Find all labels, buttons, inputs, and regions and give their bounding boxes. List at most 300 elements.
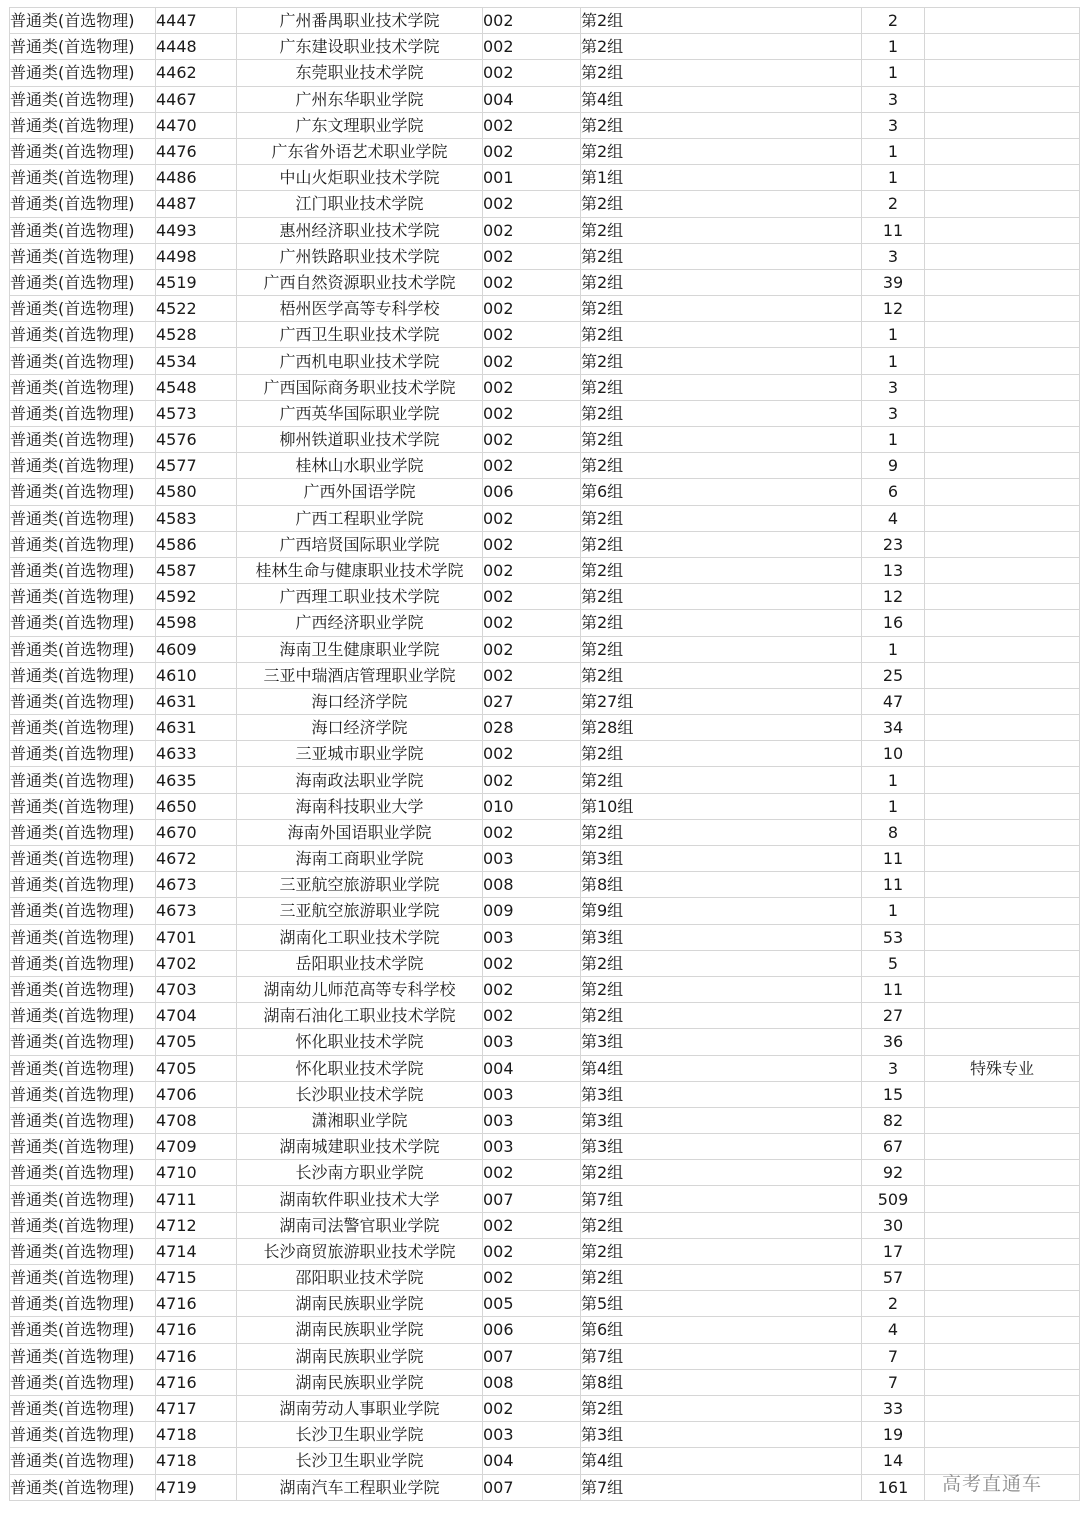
- note-cell: [925, 60, 1080, 86]
- group-code-cell: 002: [483, 34, 581, 60]
- school-name-cell: 梧州医学高等专科学校: [237, 296, 483, 322]
- note-cell: [925, 636, 1080, 662]
- school-code-cell: 4467: [156, 86, 237, 112]
- table-row: [10, 846, 1080, 872]
- group-name-cell: 第2组: [581, 269, 862, 295]
- school-name-cell: 湖南幼儿师范高等专科学校: [237, 976, 483, 1002]
- plan-count-cell: 57: [862, 1265, 925, 1291]
- type-cell: 普通类(首选物理): [10, 531, 156, 557]
- table-row: [10, 584, 1080, 610]
- school-code-cell: 4592: [156, 584, 237, 610]
- type-cell: 普通类(首选物理): [10, 793, 156, 819]
- note-cell: [925, 1029, 1080, 1055]
- school-name-cell: 邵阳职业技术学院: [237, 1265, 483, 1291]
- plan-count-cell: 11: [862, 846, 925, 872]
- plan-count-cell: 9: [862, 453, 925, 479]
- type-cell: 普通类(首选物理): [10, 348, 156, 374]
- type-cell: 普通类(首选物理): [10, 1081, 156, 1107]
- plan-count-cell: 5: [862, 950, 925, 976]
- group-name-cell: 第7组: [581, 1186, 862, 1212]
- school-code-cell: 4706: [156, 1081, 237, 1107]
- table-row: [10, 950, 1080, 976]
- type-cell: 普通类(首选物理): [10, 715, 156, 741]
- plan-count-cell: 509: [862, 1186, 925, 1212]
- group-code-cell: 002: [483, 741, 581, 767]
- school-code-cell: 4705: [156, 1055, 237, 1081]
- school-code-cell: 4576: [156, 427, 237, 453]
- table-row: [10, 610, 1080, 636]
- school-code-cell: 4716: [156, 1343, 237, 1369]
- type-cell: 普通类(首选物理): [10, 950, 156, 976]
- group-name-cell: 第2组: [581, 374, 862, 400]
- school-code-cell: 4470: [156, 112, 237, 138]
- school-code-cell: 4673: [156, 872, 237, 898]
- school-name-cell: 海南卫生健康职业学院: [237, 636, 483, 662]
- group-name-cell: 第2组: [581, 138, 862, 164]
- group-name-cell: 第2组: [581, 1238, 862, 1264]
- group-code-cell: 002: [483, 531, 581, 557]
- plan-count-cell: 19: [862, 1422, 925, 1448]
- plan-count-cell: 67: [862, 1134, 925, 1160]
- school-code-cell: 4583: [156, 505, 237, 531]
- note-cell: [925, 1212, 1080, 1238]
- school-name-cell: 长沙卫生职业学院: [237, 1422, 483, 1448]
- group-code-cell: 005: [483, 1291, 581, 1317]
- group-name-cell: 第2组: [581, 322, 862, 348]
- note-cell: [925, 1291, 1080, 1317]
- group-code-cell: 004: [483, 86, 581, 112]
- note-cell: [925, 243, 1080, 269]
- note-cell: [925, 584, 1080, 610]
- group-code-cell: 028: [483, 715, 581, 741]
- school-name-cell: 岳阳职业技术学院: [237, 950, 483, 976]
- school-name-cell: 三亚中瑞酒店管理职业学院: [237, 662, 483, 688]
- plan-count-cell: 1: [862, 34, 925, 60]
- note-cell: [925, 1107, 1080, 1133]
- group-code-cell: 002: [483, 60, 581, 86]
- type-cell: 普通类(首选物理): [10, 1055, 156, 1081]
- group-code-cell: 007: [483, 1186, 581, 1212]
- group-code-cell: 002: [483, 400, 581, 426]
- table-row: [10, 400, 1080, 426]
- table-row: [10, 86, 1080, 112]
- group-name-cell: 第8组: [581, 1369, 862, 1395]
- table-row: [10, 1448, 1080, 1474]
- group-name-cell: 第4组: [581, 1055, 862, 1081]
- group-name-cell: 第28组: [581, 715, 862, 741]
- plan-count-cell: 1: [862, 165, 925, 191]
- group-code-cell: 002: [483, 243, 581, 269]
- type-cell: 普通类(首选物理): [10, 243, 156, 269]
- table-row: [10, 1265, 1080, 1291]
- school-code-cell: 4586: [156, 531, 237, 557]
- table-row: [10, 976, 1080, 1002]
- school-code-cell: 4718: [156, 1448, 237, 1474]
- group-name-cell: 第3组: [581, 1134, 862, 1160]
- table-row: [10, 557, 1080, 583]
- school-code-cell: 4650: [156, 793, 237, 819]
- group-name-cell: 第2组: [581, 1003, 862, 1029]
- type-cell: 普通类(首选物理): [10, 138, 156, 164]
- note-cell: [925, 1238, 1080, 1264]
- group-code-cell: 003: [483, 1107, 581, 1133]
- school-name-cell: 怀化职业技术学院: [237, 1029, 483, 1055]
- table-row: [10, 872, 1080, 898]
- group-name-cell: 第3组: [581, 1107, 862, 1133]
- group-name-cell: 第2组: [581, 453, 862, 479]
- table-row: [10, 505, 1080, 531]
- group-name-cell: 第2组: [581, 610, 862, 636]
- school-name-cell: 中山火炬职业技术学院: [237, 165, 483, 191]
- school-name-cell: 广西英华国际职业学院: [237, 400, 483, 426]
- plan-count-cell: 27: [862, 1003, 925, 1029]
- group-code-cell: 010: [483, 793, 581, 819]
- plan-count-cell: 7: [862, 1343, 925, 1369]
- type-cell: 普通类(首选物理): [10, 86, 156, 112]
- group-name-cell: 第2组: [581, 531, 862, 557]
- plan-count-cell: 3: [862, 1055, 925, 1081]
- type-cell: 普通类(首选物理): [10, 112, 156, 138]
- school-name-cell: 三亚航空旅游职业学院: [237, 898, 483, 924]
- school-name-cell: 怀化职业技术学院: [237, 1055, 483, 1081]
- note-cell: [925, 1422, 1080, 1448]
- type-cell: 普通类(首选物理): [10, 1448, 156, 1474]
- table-body: [10, 8, 1080, 1501]
- group-code-cell: 003: [483, 1029, 581, 1055]
- group-name-cell: 第7组: [581, 1474, 862, 1500]
- plan-count-cell: 2: [862, 191, 925, 217]
- note-cell: [925, 557, 1080, 583]
- table-row: [10, 636, 1080, 662]
- school-code-cell: 4715: [156, 1265, 237, 1291]
- group-code-cell: 002: [483, 8, 581, 34]
- school-code-cell: 4476: [156, 138, 237, 164]
- type-cell: 普通类(首选物理): [10, 1369, 156, 1395]
- group-name-cell: 第3组: [581, 1422, 862, 1448]
- note-cell: [925, 322, 1080, 348]
- table-row: [10, 1186, 1080, 1212]
- note-cell: [925, 138, 1080, 164]
- group-name-cell: 第2组: [581, 217, 862, 243]
- group-name-cell: 第1组: [581, 165, 862, 191]
- group-name-cell: 第3组: [581, 1029, 862, 1055]
- type-cell: 普通类(首选物理): [10, 1212, 156, 1238]
- school-name-cell: 海南外国语职业学院: [237, 819, 483, 845]
- school-code-cell: 4704: [156, 1003, 237, 1029]
- group-name-cell: 第2组: [581, 505, 862, 531]
- group-code-cell: 002: [483, 976, 581, 1002]
- table-row: [10, 767, 1080, 793]
- school-name-cell: 湖南司法警官职业学院: [237, 1212, 483, 1238]
- table-row: [10, 1422, 1080, 1448]
- group-name-cell: 第4组: [581, 86, 862, 112]
- school-name-cell: 潇湘职业学院: [237, 1107, 483, 1133]
- type-cell: 普通类(首选物理): [10, 165, 156, 191]
- group-name-cell: 第2组: [581, 584, 862, 610]
- plan-count-cell: 12: [862, 296, 925, 322]
- type-cell: 普通类(首选物理): [10, 872, 156, 898]
- group-name-cell: 第2组: [581, 1160, 862, 1186]
- table-row: [10, 165, 1080, 191]
- table-row: [10, 1369, 1080, 1395]
- school-name-cell: 广西经济职业学院: [237, 610, 483, 636]
- note-cell: [925, 1343, 1080, 1369]
- note-cell: [925, 1395, 1080, 1421]
- school-code-cell: 4708: [156, 1107, 237, 1133]
- plan-count-cell: 1: [862, 636, 925, 662]
- type-cell: 普通类(首选物理): [10, 322, 156, 348]
- table-row: [10, 1291, 1080, 1317]
- table-row: [10, 1081, 1080, 1107]
- table-row: [10, 138, 1080, 164]
- note-cell: [925, 662, 1080, 688]
- type-cell: 普通类(首选物理): [10, 1186, 156, 1212]
- note-cell: [925, 165, 1080, 191]
- type-cell: 普通类(首选物理): [10, 427, 156, 453]
- type-cell: 普通类(首选物理): [10, 1291, 156, 1317]
- type-cell: 普通类(首选物理): [10, 60, 156, 86]
- note-cell: [925, 1160, 1080, 1186]
- group-code-cell: 004: [483, 1448, 581, 1474]
- group-code-cell: 002: [483, 1265, 581, 1291]
- group-name-cell: 第2组: [581, 1265, 862, 1291]
- table-row: [10, 243, 1080, 269]
- group-name-cell: 第2组: [581, 662, 862, 688]
- school-name-cell: 湖南民族职业学院: [237, 1369, 483, 1395]
- school-name-cell: 广西培贤国际职业学院: [237, 531, 483, 557]
- plan-count-cell: 1: [862, 767, 925, 793]
- note-cell: [925, 34, 1080, 60]
- group-code-cell: 002: [483, 1212, 581, 1238]
- admission-plan-sheet: [9, 7, 1073, 1501]
- type-cell: 普通类(首选物理): [10, 8, 156, 34]
- table-row: [10, 1134, 1080, 1160]
- plan-count-cell: 8: [862, 819, 925, 845]
- note-cell: [925, 453, 1080, 479]
- school-name-cell: 广州铁路职业技术学院: [237, 243, 483, 269]
- note-cell: [925, 86, 1080, 112]
- school-name-cell: 长沙卫生职业学院: [237, 1448, 483, 1474]
- group-code-cell: 002: [483, 1160, 581, 1186]
- school-code-cell: 4631: [156, 688, 237, 714]
- school-code-cell: 4598: [156, 610, 237, 636]
- group-code-cell: 002: [483, 636, 581, 662]
- group-code-cell: 003: [483, 924, 581, 950]
- group-code-cell: 002: [483, 348, 581, 374]
- group-name-cell: 第2组: [581, 636, 862, 662]
- note-cell: [925, 269, 1080, 295]
- school-code-cell: 4610: [156, 662, 237, 688]
- type-cell: 普通类(首选物理): [10, 217, 156, 243]
- note-cell: [925, 374, 1080, 400]
- table-row: [10, 34, 1080, 60]
- school-code-cell: 4716: [156, 1291, 237, 1317]
- group-code-cell: 002: [483, 950, 581, 976]
- group-code-cell: 007: [483, 1474, 581, 1500]
- note-cell: [925, 924, 1080, 950]
- plan-count-cell: 3: [862, 374, 925, 400]
- school-code-cell: 4486: [156, 165, 237, 191]
- type-cell: 普通类(首选物理): [10, 846, 156, 872]
- table-row: [10, 662, 1080, 688]
- plan-count-cell: 3: [862, 112, 925, 138]
- type-cell: 普通类(首选物理): [10, 1265, 156, 1291]
- plan-count-cell: 36: [862, 1029, 925, 1055]
- plan-count-cell: 1: [862, 138, 925, 164]
- group-name-cell: 第6组: [581, 1317, 862, 1343]
- school-name-cell: 广西机电职业技术学院: [237, 348, 483, 374]
- note-cell: [925, 741, 1080, 767]
- group-code-cell: 002: [483, 269, 581, 295]
- note-cell: [925, 479, 1080, 505]
- plan-count-cell: 10: [862, 741, 925, 767]
- plan-count-cell: 1: [862, 60, 925, 86]
- type-cell: 普通类(首选物理): [10, 1343, 156, 1369]
- school-name-cell: 广州东华职业学院: [237, 86, 483, 112]
- school-name-cell: 海口经济学院: [237, 688, 483, 714]
- school-name-cell: 海南工商职业学院: [237, 846, 483, 872]
- school-name-cell: 桂林山水职业学院: [237, 453, 483, 479]
- school-name-cell: 惠州经济职业技术学院: [237, 217, 483, 243]
- group-code-cell: 002: [483, 1395, 581, 1421]
- table-row: [10, 1317, 1080, 1343]
- table-row: [10, 217, 1080, 243]
- school-name-cell: 湖南民族职业学院: [237, 1343, 483, 1369]
- school-code-cell: 4609: [156, 636, 237, 662]
- school-name-cell: 广东文理职业学院: [237, 112, 483, 138]
- plan-count-cell: 11: [862, 872, 925, 898]
- table-row: [10, 793, 1080, 819]
- plan-count-cell: 161: [862, 1474, 925, 1500]
- type-cell: 普通类(首选物理): [10, 1107, 156, 1133]
- group-name-cell: 第2组: [581, 1395, 862, 1421]
- school-name-cell: 广西自然资源职业技术学院: [237, 269, 483, 295]
- school-code-cell: 4717: [156, 1395, 237, 1421]
- admission-plan-table: [9, 7, 1080, 1501]
- group-name-cell: 第2组: [581, 60, 862, 86]
- group-code-cell: 008: [483, 872, 581, 898]
- school-name-cell: 长沙商贸旅游职业技术学院: [237, 1238, 483, 1264]
- plan-count-cell: 1: [862, 427, 925, 453]
- group-code-cell: 002: [483, 819, 581, 845]
- group-code-cell: 006: [483, 1317, 581, 1343]
- type-cell: 普通类(首选物理): [10, 1003, 156, 1029]
- school-name-cell: 湖南民族职业学院: [237, 1317, 483, 1343]
- group-code-cell: 002: [483, 374, 581, 400]
- table-row: [10, 348, 1080, 374]
- school-code-cell: 4716: [156, 1369, 237, 1395]
- group-code-cell: 002: [483, 584, 581, 610]
- school-code-cell: 4493: [156, 217, 237, 243]
- school-name-cell: 广西工程职业学院: [237, 505, 483, 531]
- type-cell: 普通类(首选物理): [10, 1422, 156, 1448]
- school-code-cell: 4519: [156, 269, 237, 295]
- school-name-cell: 湖南化工职业技术学院: [237, 924, 483, 950]
- type-cell: 普通类(首选物理): [10, 924, 156, 950]
- plan-count-cell: 39: [862, 269, 925, 295]
- note-cell: [925, 427, 1080, 453]
- plan-count-cell: 34: [862, 715, 925, 741]
- school-code-cell: 4711: [156, 1186, 237, 1212]
- plan-count-cell: 1: [862, 898, 925, 924]
- group-name-cell: 第2组: [581, 348, 862, 374]
- school-name-cell: 长沙南方职业学院: [237, 1160, 483, 1186]
- note-cell: [925, 1265, 1080, 1291]
- type-cell: 普通类(首选物理): [10, 400, 156, 426]
- plan-count-cell: 15: [862, 1081, 925, 1107]
- group-name-cell: 第10组: [581, 793, 862, 819]
- note-cell: [925, 976, 1080, 1002]
- school-code-cell: 4580: [156, 479, 237, 505]
- type-cell: 普通类(首选物理): [10, 505, 156, 531]
- school-name-cell: 三亚航空旅游职业学院: [237, 872, 483, 898]
- school-code-cell: 4670: [156, 819, 237, 845]
- group-name-cell: 第2组: [581, 296, 862, 322]
- note-cell: [925, 1081, 1080, 1107]
- school-name-cell: 广西国际商务职业技术学院: [237, 374, 483, 400]
- plan-count-cell: 25: [862, 662, 925, 688]
- note-cell: [925, 1003, 1080, 1029]
- school-name-cell: 湖南城建职业技术学院: [237, 1134, 483, 1160]
- school-code-cell: 4703: [156, 976, 237, 1002]
- school-name-cell: 江门职业技术学院: [237, 191, 483, 217]
- table-row: [10, 427, 1080, 453]
- note-cell: [925, 872, 1080, 898]
- type-cell: 普通类(首选物理): [10, 1029, 156, 1055]
- group-code-cell: 002: [483, 767, 581, 793]
- note-cell: [925, 819, 1080, 845]
- school-name-cell: 广西理工职业技术学院: [237, 584, 483, 610]
- group-code-cell: 002: [483, 1003, 581, 1029]
- type-cell: 普通类(首选物理): [10, 479, 156, 505]
- group-name-cell: 第3组: [581, 1081, 862, 1107]
- table-row: [10, 8, 1080, 34]
- table-row: [10, 1238, 1080, 1264]
- watermark: 高考直通车: [942, 1473, 1043, 1495]
- group-name-cell: 第2组: [581, 8, 862, 34]
- plan-count-cell: 23: [862, 531, 925, 557]
- group-name-cell: 第2组: [581, 191, 862, 217]
- school-name-cell: 柳州铁道职业技术学院: [237, 427, 483, 453]
- school-code-cell: 4712: [156, 1212, 237, 1238]
- plan-count-cell: 17: [862, 1238, 925, 1264]
- school-code-cell: 4673: [156, 898, 237, 924]
- type-cell: 普通类(首选物理): [10, 610, 156, 636]
- group-name-cell: 第2组: [581, 767, 862, 793]
- plan-count-cell: 3: [862, 243, 925, 269]
- note-cell: [925, 793, 1080, 819]
- note-cell: [925, 1134, 1080, 1160]
- type-cell: 普通类(首选物理): [10, 1317, 156, 1343]
- group-code-cell: 008: [483, 1369, 581, 1395]
- group-name-cell: 第2组: [581, 427, 862, 453]
- group-code-cell: 007: [483, 1343, 581, 1369]
- group-code-cell: 003: [483, 1422, 581, 1448]
- school-code-cell: 4447: [156, 8, 237, 34]
- group-name-cell: 第3组: [581, 846, 862, 872]
- school-code-cell: 4522: [156, 296, 237, 322]
- group-name-cell: 第2组: [581, 741, 862, 767]
- type-cell: 普通类(首选物理): [10, 296, 156, 322]
- note-cell: [925, 950, 1080, 976]
- note-cell: [925, 531, 1080, 557]
- school-code-cell: 4633: [156, 741, 237, 767]
- group-name-cell: 第2组: [581, 950, 862, 976]
- group-name-cell: 第5组: [581, 1291, 862, 1317]
- type-cell: 普通类(首选物理): [10, 374, 156, 400]
- group-code-cell: 002: [483, 191, 581, 217]
- group-code-cell: 002: [483, 322, 581, 348]
